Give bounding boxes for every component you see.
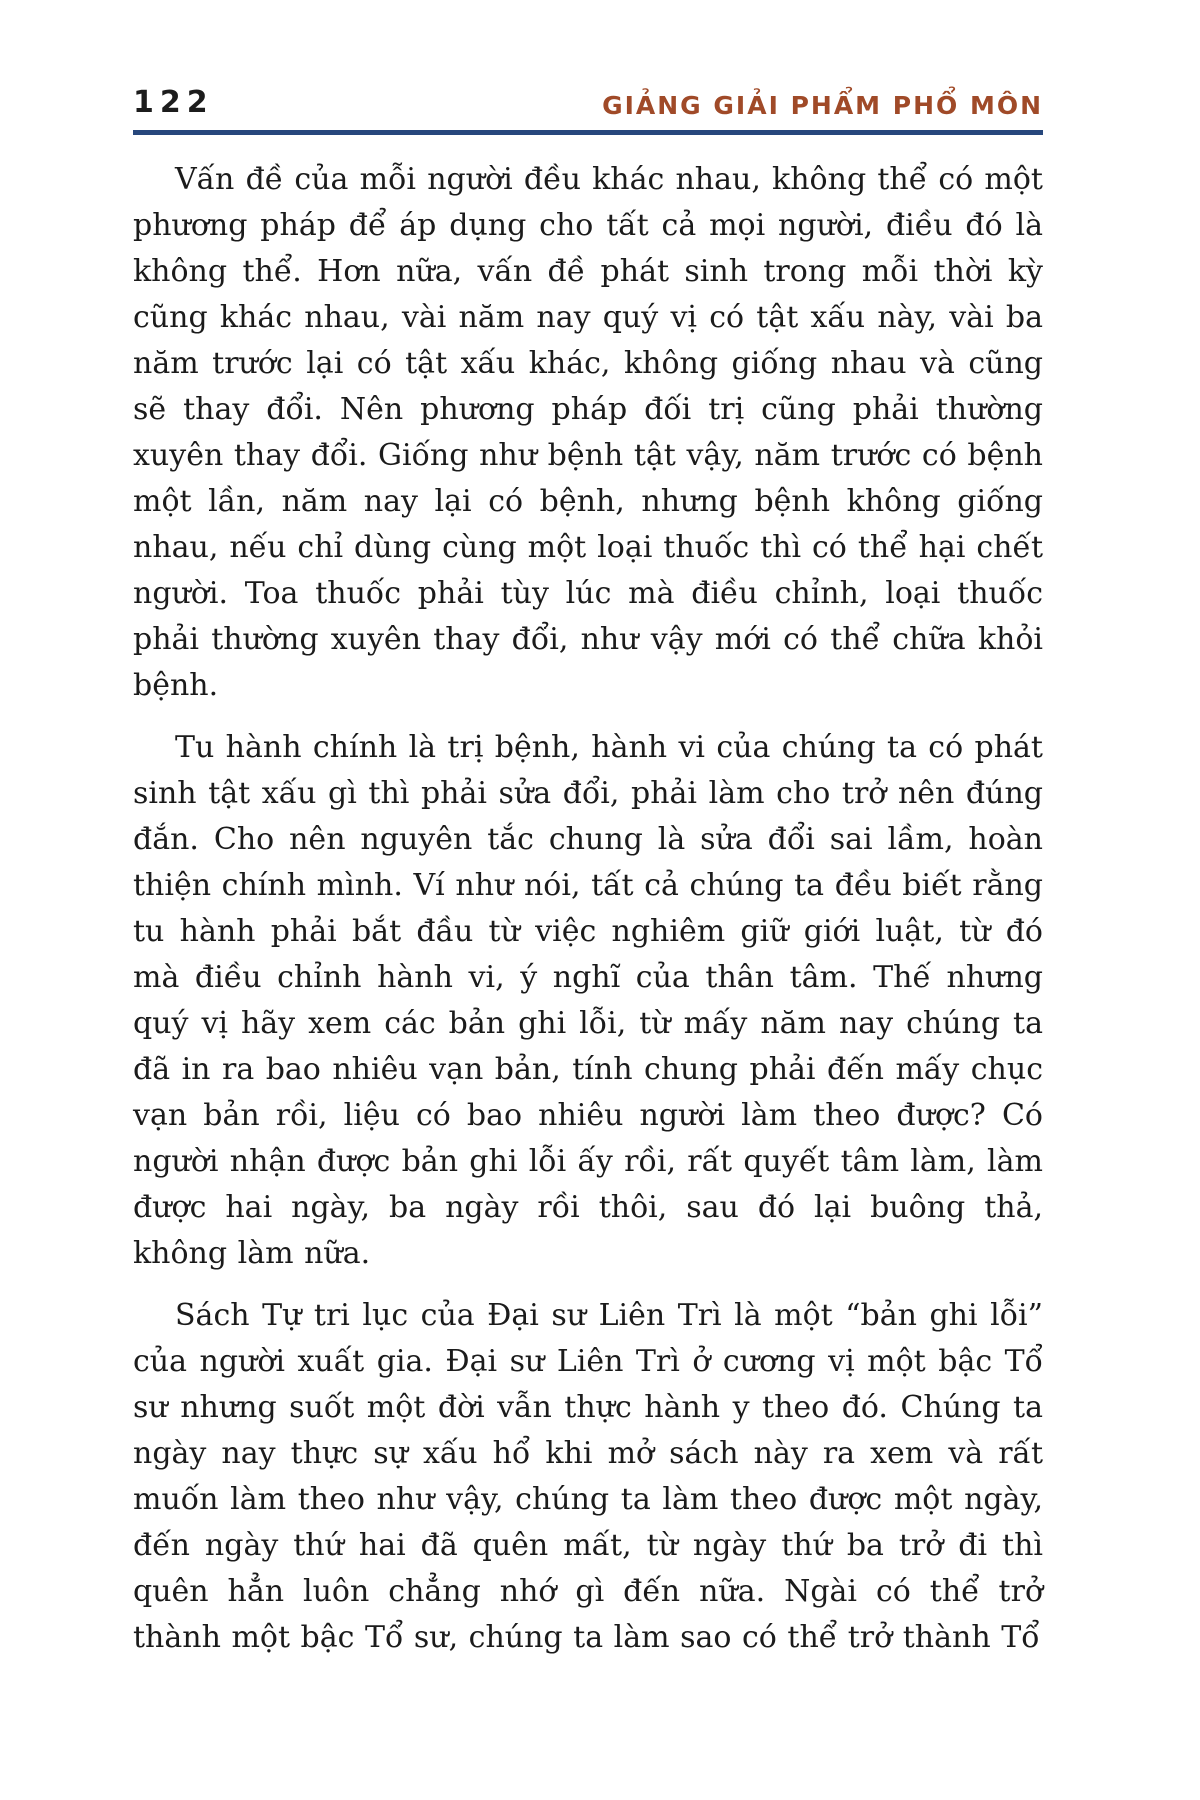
running-title: GIẢNG GIẢI PHẨM PHỔ MÔN [602,91,1043,120]
header-rule [133,130,1043,135]
paragraph: Tu hành chính là trị bệnh, hành vi của chúng ta có phát sinh tật xấu gì thì phải sửa đổi, phải làm cho trở nên đúng đắn. Cho nên nguyên tắc chung là sửa đổi sai lầm, hoàn thiện chính mình. Ví như nói, tất cả chúng ta đều biết rằng tu hành phải bắt đầu từ việc nghiêm giữ giới luật, từ đó mà điều chỉnh hành vi, ý nghĩ của thân tâm. Thế nhưng quý vị hãy xem các bản ghi lỗi, từ mấy năm nay chúng ta đã in ra bao nhiêu vạn bản, tính chung phải đến mấy chục vạn bản rồi, liệu có bao nhiêu người làm theo được? Có người nhận được bản ghi lỗi ấy rồi, rất quyết tâm làm, làm được hai ngày, ba ngày rồi thôi, sau đó lại buông thả, không làm nữa. [133,730,1043,1271]
paragraph: Vấn đề của mỗi người đều khác nhau, không thể có một phương pháp để áp dụng cho tất cả mọi người, điều đó là không thể. Hơn nữa, vấn đề phát sinh trong mỗi thời kỳ cũng khác nhau, vài năm nay quý vị có tật xấu này, vài ba năm trước lại có tật xấu khác, không giống nhau và cũng sẽ thay đổi. Nên phương pháp đối trị cũng phải thường xuyên thay đổi. Giống như bệnh tật vậy, năm trước có bệnh một lần, năm nay lại có bệnh, nhưng bệnh không giống nhau, nếu chỉ dùng cùng một loại thuốc thì có thể hại chết người. Toa thuốc phải tùy lúc mà điều chỉnh, loại thuốc phải thường xuyên thay đổi, như vậy mới có thể chữa khỏi bệnh. [133,162,1043,703]
page-header [133,82,1043,118]
page-number: 122 [133,85,214,120]
body-text [133,157,1043,1677]
paragraph: Sách Tự tri lục của Đại sư Liên Trì là một “bản ghi lỗi” của người xuất gia. Đại sư Liên Trì ở cương vị một bậc Tổ sư nhưng suốt một đời vẫn thực hành y theo đó. Chúng ta ngày nay thực sự xấu hổ khi mở sách này ra xem và rất muốn làm theo như vậy, chúng ta làm theo được một ngày, đến ngày thứ hai đã quên mất, từ ngày thứ ba trở đi thì quên hẳn luôn chẳng nhớ gì đến nữa. Ngài có thể trở thành một bậc Tổ sư, chúng ta làm sao có thể trở thành Tổ [133,1298,1043,1655]
